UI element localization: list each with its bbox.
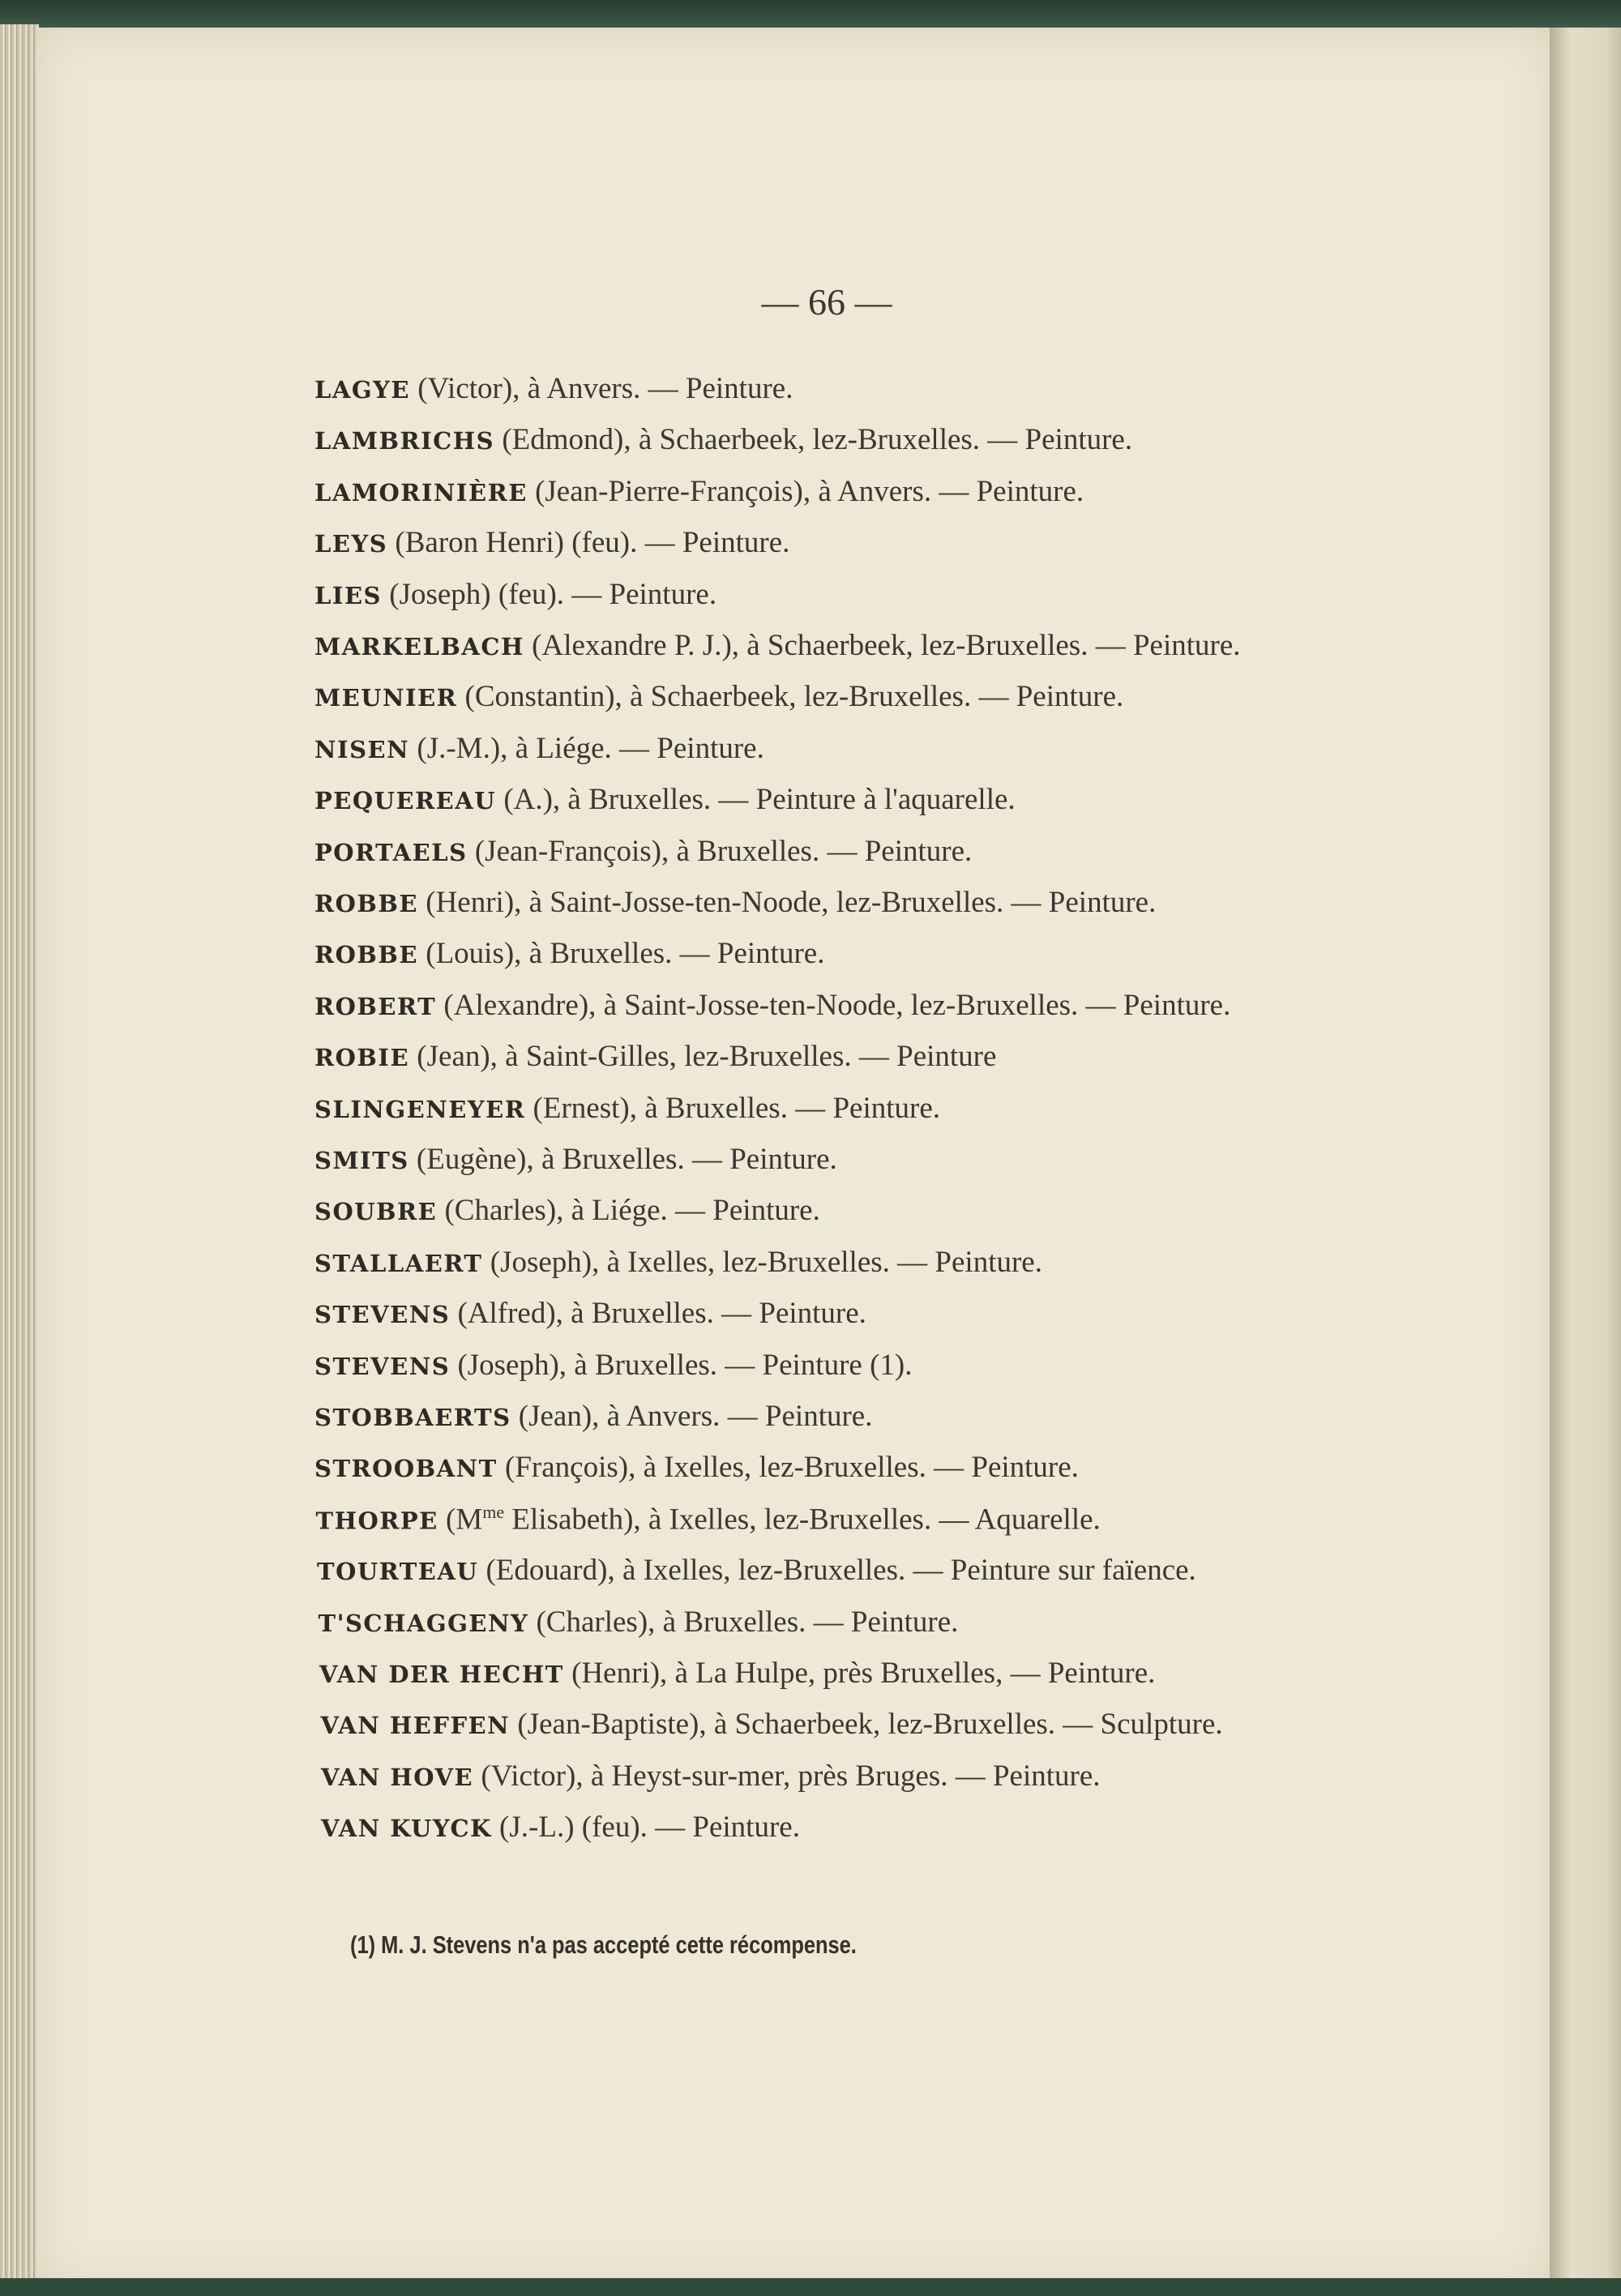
artist-details: (Jean-Pierre-François), à Anvers. — Peinture.: [527, 474, 1084, 508]
page-number: — 66 —: [761, 281, 892, 323]
artist-details: (J.-M.), à Liége. — Peinture.: [409, 731, 764, 765]
book-binding-edge: [0, 24, 39, 2285]
artist-details: (Jean), à Saint-Gilles, lez-Bruxelles. — Peinture: [409, 1040, 997, 1074]
artist-name: VAN KUYCK: [321, 1815, 492, 1843]
artist-name: STOBBAERTS: [314, 1404, 511, 1431]
artist-name: TOURTEAU: [317, 1558, 479, 1586]
footnote: (1) M. J. Stevens n'a pas accepté cette récompense.: [350, 1930, 857, 1959]
artist-details: (Ernest), à Bruxelles. — Peinture.: [525, 1091, 940, 1125]
list-item: [314, 474, 1084, 509]
artist-name: LAGYE: [314, 376, 410, 404]
artist-details: (Eugène), à Bruxelles. — Peinture.: [408, 1143, 837, 1176]
list-item: [314, 1399, 872, 1434]
artist-name: ROBIE: [314, 1044, 410, 1072]
artist-name: VAN HEFFEN: [320, 1712, 511, 1740]
artist-details: me: [482, 1501, 505, 1522]
list-item: [314, 422, 1132, 457]
artist-details: (Henri), à Saint-Josse-ten-Noode, lez-Bruxelles. — Peinture.: [418, 886, 1157, 919]
artist-details: (Baron Henri) (feu). — Peinture.: [387, 526, 790, 560]
artist-name: SMITS: [314, 1147, 409, 1174]
artist-details: Elisabeth), à Ixelles, lez-Bruxelles. — Aquarelle.: [504, 1503, 1101, 1537]
artist-name: NISEN: [314, 735, 410, 763]
artist-name: MARKELBACH: [314, 633, 524, 661]
artist-details: (Victor), à Anvers. — Peinture.: [409, 372, 793, 405]
artist-name: ROBBE: [314, 941, 418, 969]
artist-name: SOUBRE: [314, 1198, 438, 1226]
list-item: [314, 834, 972, 869]
list-item: [321, 1707, 1223, 1742]
scanner-top-band: [0, 0, 1621, 28]
artist-details: (Edmond), à Schaerbeek, lez-Bruxelles. — Peinture.: [494, 423, 1133, 457]
artist-details: (Charles), à Liége. — Peinture.: [437, 1194, 820, 1228]
artist-details: (Louis), à Bruxelles. — Peinture.: [418, 937, 825, 971]
list-item: [316, 1502, 1101, 1537]
list-item: [314, 885, 1156, 920]
artist-name: ROBERT: [314, 992, 437, 1020]
artist-name: PEQUEREAU: [314, 787, 497, 815]
artist-details: (Joseph) (feu). — Peinture.: [382, 577, 717, 611]
list-item: [314, 1193, 820, 1228]
artist-details: (François), à Ixelles, lez-Bruxelles. — Peinture.: [497, 1451, 1079, 1485]
artist-name: LAMORINIÈRE: [314, 478, 528, 507]
artist-name: STALLAERT: [314, 1249, 483, 1277]
artist-details: (Henri), à La Hulpe, près Bruxelles, — Peinture.: [563, 1657, 1156, 1690]
list-item: [314, 1142, 837, 1177]
artist-details: (Jean-Baptiste), à Schaerbeek, lez-Bruxelles. — Sculpture.: [510, 1708, 1223, 1742]
list-item: [317, 1553, 1196, 1588]
list-item: [314, 1296, 866, 1331]
list-item: [314, 936, 824, 971]
list-item: [314, 782, 1016, 817]
list-item: [319, 1656, 1155, 1691]
list-item: [314, 1039, 996, 1074]
artist-details: (Jean), à Anvers. — Peinture.: [511, 1400, 873, 1433]
artist-name: THORPE: [315, 1507, 438, 1535]
artist-name: ROBBE: [314, 890, 418, 917]
list-item: [314, 988, 1230, 1023]
list-item: [314, 628, 1241, 663]
list-item: [314, 1450, 1079, 1485]
artist-name: LIES: [314, 581, 383, 609]
artist-details: (A.), à Bruxelles. — Peinture à l'aquarelle.: [496, 783, 1016, 817]
list-item: [314, 1245, 1042, 1280]
artist-details: (Edouard), à Ixelles, lez-Bruxelles. — Peinture sur faïence.: [478, 1554, 1196, 1588]
page-right-edge: [1550, 28, 1621, 2289]
artist-details: (Charles), à Bruxelles. — Peinture.: [528, 1605, 959, 1639]
artist-name: MEUNIER: [314, 684, 458, 712]
artist-details: (M: [438, 1503, 483, 1537]
list-item: [314, 525, 789, 560]
artist-name: STEVENS: [314, 1352, 451, 1380]
list-item: [314, 1091, 940, 1126]
artist-name: STEVENS: [314, 1301, 451, 1329]
artist-details: (Alfred), à Bruxelles. — Peinture.: [450, 1297, 866, 1331]
artist-name: LAMBRICHS: [314, 427, 495, 455]
artist-name: STROOBANT: [314, 1455, 498, 1483]
artist-name: LEYS: [314, 530, 388, 558]
scanner-bottom-band: [0, 2278, 1621, 2296]
artist-details: (Alexandre P. J.), à Schaerbeek, lez-Bruxelles. — Peinture.: [524, 629, 1241, 662]
artist-details: (J.-L.) (feu). — Peinture.: [491, 1811, 800, 1845]
artist-details: (Jean-François), à Bruxelles. — Peinture.: [467, 834, 973, 868]
list-item: [314, 731, 764, 766]
list-item: [321, 1759, 1101, 1794]
artist-details: (Joseph), à Bruxelles. — Peinture (1).: [450, 1348, 913, 1382]
artist-details: (Constantin), à Schaerbeek, lez-Bruxelles. — Peinture.: [457, 680, 1124, 714]
artist-details: (Joseph), à Ixelles, lez-Bruxelles. — Peinture.: [482, 1245, 1042, 1279]
artist-name: VAN DER HECHT: [319, 1661, 564, 1688]
artist-name: SLINGENEYER: [314, 1095, 526, 1123]
artist-name: T'SCHAGGENY: [318, 1609, 529, 1637]
list-item: [314, 679, 1123, 714]
list-item: [321, 1810, 800, 1845]
list-item: [314, 371, 793, 406]
artist-details: (Victor), à Heyst-sur-mer, près Bruges. — Peinture.: [473, 1759, 1101, 1793]
artist-name: PORTAELS: [314, 838, 468, 866]
artist-details: (Alexandre), à Saint-Josse-ten-Noode, lez-Bruxelles. — Peinture.: [436, 988, 1231, 1022]
artist-name: VAN HOVE: [321, 1763, 474, 1791]
list-item: [319, 1605, 959, 1640]
list-item: [314, 1348, 912, 1383]
list-item: [314, 577, 716, 612]
